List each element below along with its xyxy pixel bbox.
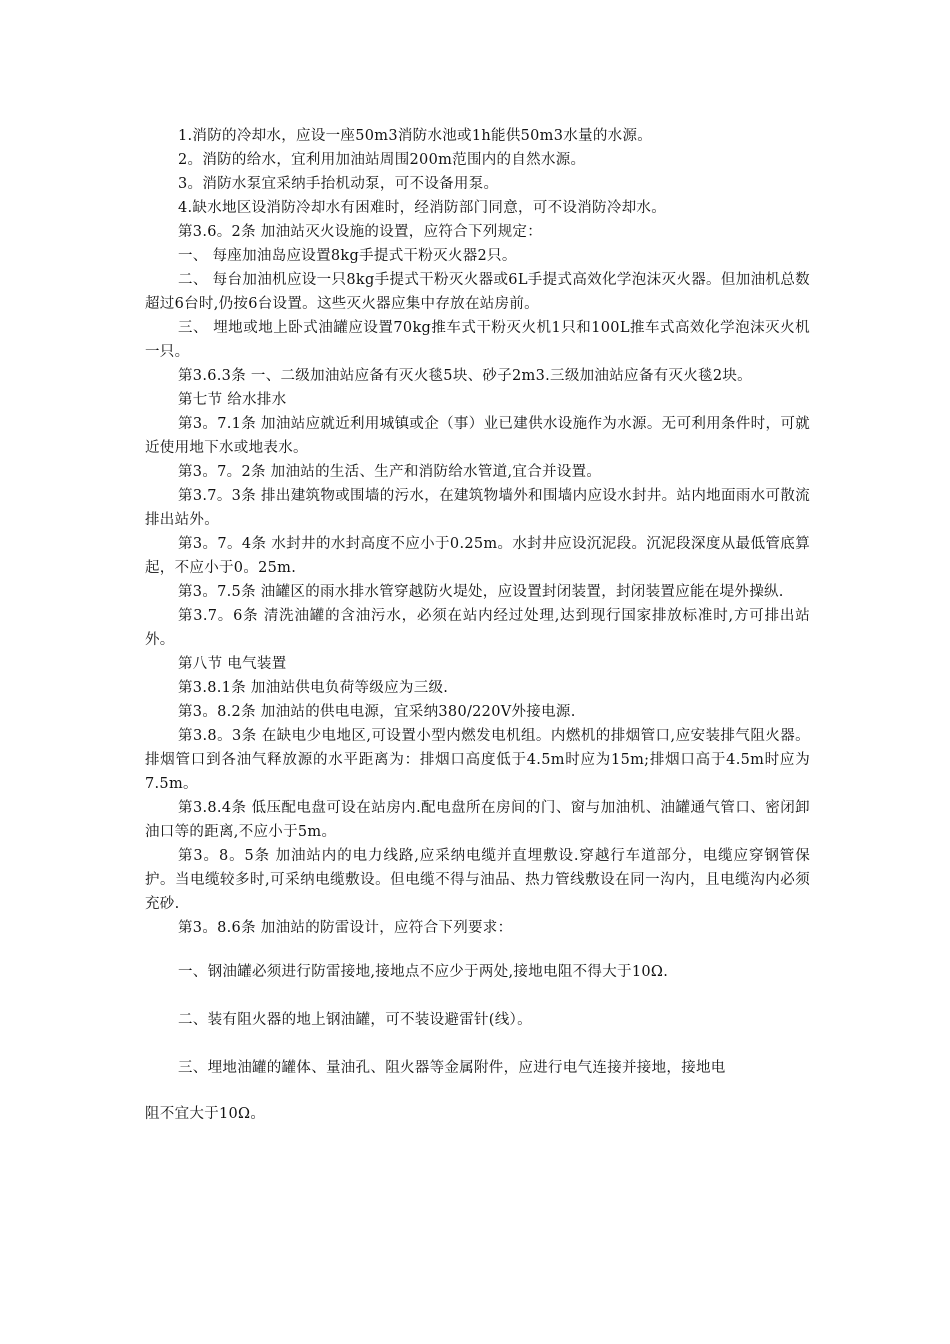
item-3-extinguisher-tank: 三、 埋地或地上卧式油罐应设置70kg推车式干粉灭火机1只和100L推车式高效化学泡沫灭火机一只。 bbox=[145, 320, 810, 360]
article-3-7-1: 第3。7.1条 加油站应就近利用城镇或企（事）业已建供水设施作为水源。无可利用条件时，可就近使用地下水或地表水。 bbox=[145, 416, 810, 456]
lightning-item-3-continued: 阻不宜大于10Ω。 bbox=[145, 1106, 266, 1122]
lightning-item-3: 三、埋地油罐的罐体、量油孔、阻火器等金属附件，应进行电气连接并接地，接地电 bbox=[178, 1060, 726, 1076]
article-3-6-3: 第3.6.3条 一、二级加油站应备有灭火毯5块、砂子2m3.三级加油站应备有灭火毯2块。 bbox=[178, 368, 752, 384]
article-3-7-5: 第3。7.5条 油罐区的雨水排水管穿越防火堤处，应设置封闭装置，封闭装置应能在堤外操纵. bbox=[178, 584, 784, 600]
article-3-7-3: 第3.7。3条 排出建筑物或围墙的污水，在建筑物墙外和围墙内应设水封井。站内地面雨水可散流排出站外。 bbox=[145, 488, 810, 528]
article-3-8-1: 第3.8.1条 加油站供电负荷等级应为三级. bbox=[178, 680, 449, 696]
lightning-item-1: 一、钢油罐必须进行防雷接地,接地点不应少于两处,接地电阻不得大于10Ω. bbox=[178, 964, 669, 980]
paragraph-3: 3。消防水泵宜采纳手抬机动泵，可不设备用泵。 bbox=[178, 176, 499, 192]
article-3-8-6: 第3。8.6条 加油站的防雷设计，应符合下列要求： bbox=[178, 920, 513, 936]
item-2-extinguisher-dispenser: 二、 每台加油机应设一只8kg手提式干粉灭火器或6L手提式高效化学泡沫灭火器。但加油机总数超过6台时,仍按6台设置。这些灭火器应集中存放在站房前。 bbox=[145, 272, 810, 312]
article-3-6-2: 第3.6。2条 加油站灭火设施的设置，应符合下列规定： bbox=[178, 224, 542, 240]
document-body bbox=[145, 124, 810, 1126]
section-heading-electrical: 第八节 电气装置 bbox=[178, 656, 287, 672]
article-3-8-2: 第3。8.2条 加油站的供电电源，宜采纳380/220V外接电源. bbox=[178, 704, 576, 720]
item-1-extinguisher-island: 一、 每座加油岛应设置8kg手提式干粉灭火器2只。 bbox=[178, 248, 517, 264]
lightning-item-2: 二、装有阻火器的地上钢油罐，可不装设避雷针(线）。 bbox=[178, 1012, 532, 1028]
article-3-7-2: 第3。7。2条 加油站的生活、生产和消防给水管道,宜合并设置。 bbox=[178, 464, 602, 480]
article-3-7-6: 第3.7。6条 清洗油罐的含油污水，必须在站内经过处理,达到现行国家排放标准时,方可排出站外。 bbox=[145, 608, 810, 648]
paragraph-1: 1.消防的冷却水，应设一座50m3消防水池或1h能供50m3水量的水源。 bbox=[178, 128, 653, 144]
paragraph-4: 4.缺水地区设消防冷却水有困难时，经消防部门同意，可不设消防冷却水。 bbox=[178, 200, 667, 216]
article-3-8-3: 第3.8。3条 在缺电少电地区,可设置小型内燃发电机组。内燃机的排烟管口,应安装排气阻火器。排烟管口到各油气释放源的水平距离为：排烟口高度低于4.5m时应为15m;排烟口高于4.5m时应为7.5m。 bbox=[145, 728, 810, 792]
paragraph-2: 2。消防的给水，宜利用加油站周围200m范围内的自然水源。 bbox=[178, 152, 586, 168]
article-3-8-4: 第3.8.4条 低压配电盘可设在站房内.配电盘所在房间的门、窗与加油机、油罐通气管口、密闭卸油口等的距离,不应小于5m。 bbox=[145, 800, 810, 840]
article-3-8-5: 第3。8。5条 加油站内的电力线路,应采纳电缆并直埋敷设.穿越行车道部分，电缆应穿钢管保护。当电缆较多时,可采纳电缆敷设。但电缆不得与油品、热力管线敷设在同一沟内，且电缆沟内必须充砂. bbox=[145, 848, 810, 912]
article-3-7-4: 第3。7。4条 水封井的水封高度不应小于0.25m。水封井应设沉泥段。沉泥段深度从最低管底算起，不应小于0。25m. bbox=[145, 536, 810, 576]
section-heading-water: 第七节 给水排水 bbox=[178, 392, 287, 408]
